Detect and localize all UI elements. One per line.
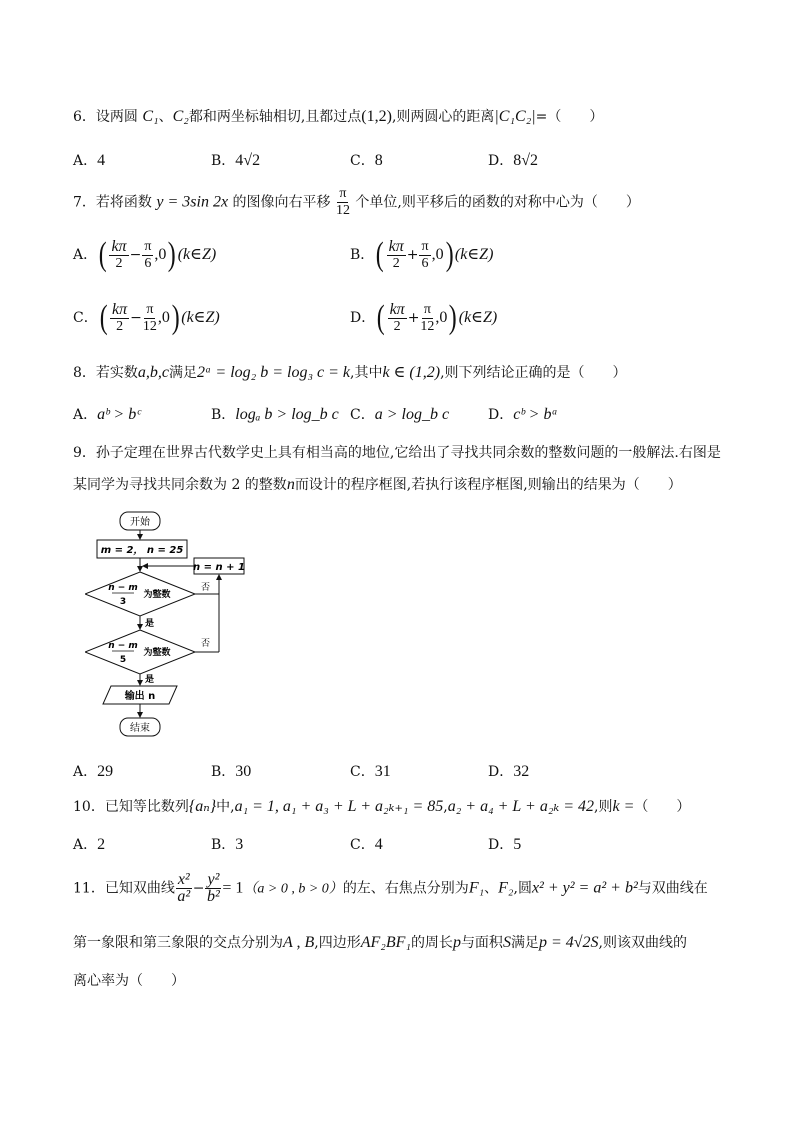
q8-option-b: B．logₐ b > log_b c: [211, 406, 339, 423]
q6-stem: 6．设两圆 C₁、C₂都和两坐标轴相切,且都过点(1,2),则两圆心的距离|C₁C₂|=（ ）: [73, 108, 604, 125]
q6-option-c: C．8: [350, 152, 383, 169]
q10-option-d: D．5: [488, 836, 522, 853]
flow-cond1: [85, 572, 195, 616]
q8-stem: 8．若实数a,b,c满足2ᵃ = log₂ b = log₃ c = k,其中k ∈ (1,2),则下列结论正确的是（ ）: [73, 364, 627, 381]
flow-cond2-num: n − m: [108, 641, 138, 651]
flow-cond1-suffix: 为整数: [143, 590, 171, 600]
flow-update-label: n = n + 1: [193, 562, 245, 573]
q8-option-c: C．a > log_b c: [350, 406, 450, 423]
q6-option-a: A．4: [73, 152, 106, 169]
q7-option-a: A．( $\frac{k\pi}{2}$ − $\frac{\pi}{6}$ ,0) (k∈Z): [73, 236, 217, 273]
q7-stem: 7．若将函数 y = 3sin 2x 的图像向右平移 $\frac{\pi}{12}$ 个单位,则平移后的函数的对称中心为（ ）: [73, 186, 640, 218]
q8-option-d: D．cᵇ > bᵃ: [488, 406, 558, 423]
q10-stem: 10．已知等比数列{aₙ}中,a₁ = 1, a₁ + a₃ + L + a₂ₖ₊₁ = 85,a₂ + a₄ + L + a₂ₖ = 42,则k =（ ）: [73, 798, 691, 815]
q7-option-b: B．( $\frac{k\pi}{2}$ + $\frac{\pi}{6}$ ,0) (k∈Z): [350, 236, 494, 273]
q11-stem-line2: 第一象限和第三象限的交点分别为A , B,四边形AF₂BF₁的周长p与面积S满足p = 4√2S,则该双曲线的: [73, 934, 687, 951]
flow-no1: 否: [201, 583, 211, 593]
q6-option-d: D．8√2: [488, 152, 539, 169]
flow-cond1-num: n − m: [108, 583, 138, 593]
q6-option-b: B．4√2: [211, 152, 261, 169]
q9-option-a: A．29: [73, 763, 114, 780]
flow-cond2-suffix: 为整数: [143, 648, 171, 658]
flow-no2: 否: [201, 639, 211, 649]
q7-shift-fraction: $\frac{\pi}{12}$: [335, 186, 350, 218]
flow-end-label: 结束: [130, 723, 150, 734]
q10-option-b: B．3: [211, 836, 244, 853]
flow-init-label: m = 2， n = 25: [100, 545, 184, 556]
flow-yes2: 是: [145, 675, 155, 685]
q9-stem-line1: 9．孙子定理在世界古代数学史上具有相当高的地位,它给出了寻找共同余数的整数问题的一般解法.右图是: [73, 445, 721, 461]
q9-stem-line2: 某同学为寻找共同余数为 2 的整数n而设计的程序框图,若执行该程序框图,则输出的结果为（ ）: [73, 476, 682, 493]
q9-option-b: B．30: [211, 763, 252, 780]
q8-option-a: A．aᵇ > bᶜ: [73, 406, 141, 423]
q11-stem-line1: 11．已知双曲线 $\frac{\text{x²}}{\text{a²}}$ − $\frac{\text{y²}}{\text{b²}}$ = 1（a > 0 , b > 0）的左、右焦点分别为F₁、F₂,圆x² + y² = a² + b²与双曲线在: [73, 871, 708, 905]
flow-cond2-den: 5: [119, 655, 127, 665]
q10-option-a: A．2: [73, 836, 106, 853]
q11-stem-line3: 离心率为（ ）: [73, 973, 185, 989]
q9-option-d: D．32: [488, 763, 530, 780]
q9-option-c: C．31: [350, 763, 391, 780]
flow-cond1-den: 3: [119, 597, 127, 607]
q10-option-c: C．4: [350, 836, 383, 853]
flow-start-label: 开始: [130, 517, 150, 528]
flow-output-label: 输出 n: [124, 691, 156, 702]
flow-yes1: 是: [145, 619, 155, 629]
q7-option-d: D．( $\frac{k\pi}{2}$ + $\frac{\pi}{12}$ ,0) (k∈Z): [350, 299, 498, 336]
q9-flowchart: [85, 508, 255, 743]
q7-option-c: C．( $\frac{k\pi}{2}$ − $\frac{\pi}{12}$ ,0) (k∈Z): [73, 299, 220, 336]
flow-cond2: [85, 630, 195, 674]
